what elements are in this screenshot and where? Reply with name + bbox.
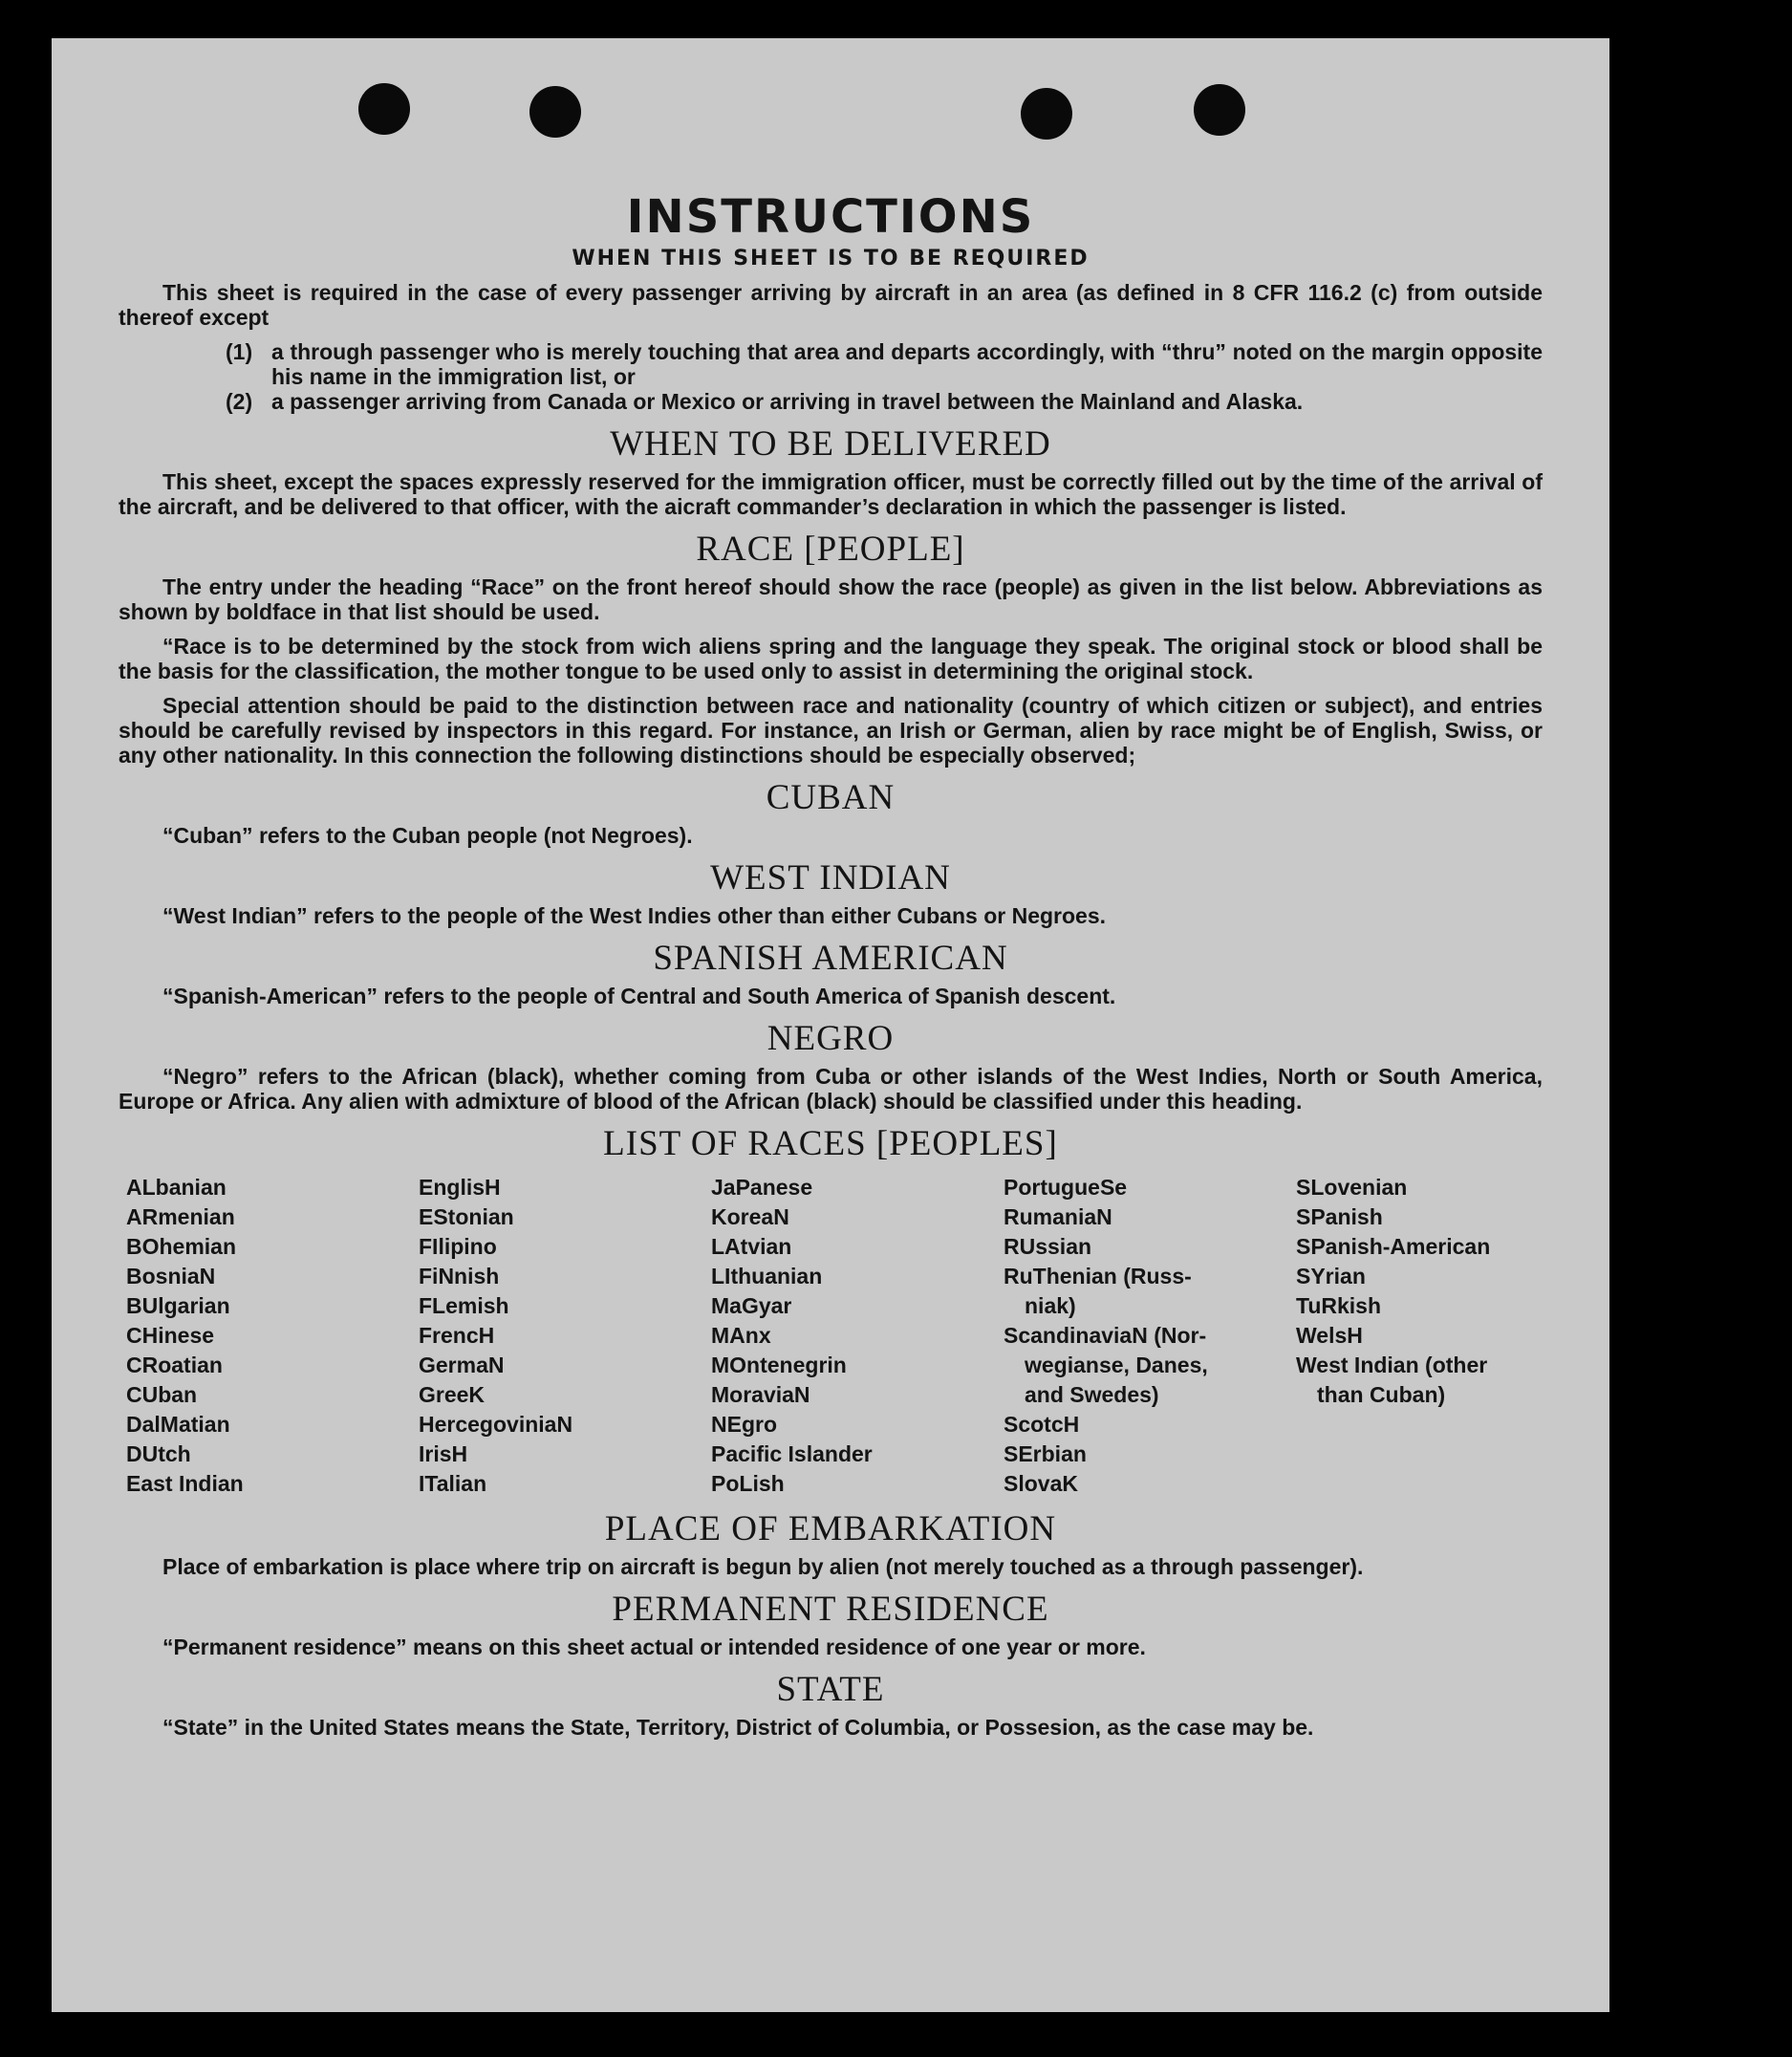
required-intro: This sheet is required in the case of every passenger arriving by aircraft in an area (as defined in 8 CFR 116.2 (c) from outside thereof except	[119, 280, 1543, 330]
race-entry: EnglisH	[419, 1175, 501, 1200]
section-heading-delivered: WHEN TO BE DELIVERED	[610, 424, 1051, 464]
race-entry: GreeK	[419, 1382, 486, 1407]
race-entry: GermaN	[419, 1353, 505, 1377]
race-entry: ITalian	[419, 1471, 487, 1496]
race-entry: SlovaK	[1004, 1471, 1078, 1496]
punch-hole	[529, 86, 581, 138]
race-entry: MaGyar	[711, 1293, 792, 1318]
document-sheet	[52, 38, 1609, 2012]
race-entry: RUssian	[1004, 1234, 1092, 1259]
race-paragraph-2: “Race is to be determined by the stock from wich aliens spring and the language they speak. The original stock or blood shall be the basis for the classification, the mother tongue to be used only to assist in determining the original stock.	[119, 634, 1543, 683]
race-entry: West Indian (other	[1296, 1353, 1488, 1377]
exceptions-list	[119, 339, 1543, 414]
race-entry: MAnx	[711, 1323, 771, 1348]
races-column	[711, 1173, 1004, 1499]
section-heading-embarkation: PLACE OF EMBARKATION	[604, 1509, 1057, 1548]
race-entry: ScandinaviaN (Nor-	[1004, 1323, 1207, 1348]
section-heading-state: STATE	[776, 1670, 885, 1709]
race-entry: RuThenian (Russ-	[1004, 1264, 1192, 1288]
exception-item	[119, 339, 1543, 389]
spanish-american-text: “Spanish-American” refers to the people of Central and South America of Spanish descent.	[162, 984, 1116, 1008]
race-entry: EStonian	[419, 1204, 514, 1229]
race-entry: FiNnish	[419, 1264, 500, 1288]
race-entry: SPanish-American	[1296, 1234, 1491, 1259]
race-entry: CUban	[126, 1382, 198, 1407]
race-entry: than Cuban)	[1317, 1382, 1446, 1407]
race-entry: East Indian	[126, 1471, 244, 1496]
race-entry: WelsH	[1296, 1323, 1363, 1348]
races-grid	[126, 1173, 1543, 1499]
state-text: “State” in the United States means the State, Territory, District of Columbia, or Possesion, as the case may be.	[162, 1715, 1314, 1740]
race-entry: Pacific Islander	[711, 1441, 873, 1466]
race-entry: MoraviaN	[711, 1382, 810, 1407]
races-column	[419, 1173, 711, 1499]
race-entry: FLemish	[419, 1293, 509, 1318]
cuban-text: “Cuban” refers to the Cuban people (not Negroes).	[162, 823, 693, 848]
embarkation-text: Place of embarkation is place where trip on aircraft is begun by alien (not merely touched as a through passenger).	[162, 1554, 1364, 1579]
page-title: INSTRUCTIONS	[626, 190, 1035, 244]
residence-text: “Permanent residence” means on this sheet actual or intended residence of one year or more.	[162, 1635, 1146, 1659]
race-entry: FIlipino	[419, 1234, 497, 1259]
race-entry: NEgro	[711, 1412, 777, 1437]
race-entry: CHinese	[126, 1323, 215, 1348]
west-indian-text: “West Indian” refers to the people of the West Indies other than either Cubans or Negroes.	[162, 903, 1107, 928]
section-heading-cuban: CUBAN	[766, 778, 896, 817]
race-entry: MOntenegrin	[711, 1353, 847, 1377]
section-heading-west-indian: WEST INDIAN	[710, 858, 951, 898]
exception-number: (1)	[226, 339, 253, 364]
race-entry: HercegoviniaN	[419, 1412, 573, 1437]
race-entry: RumaniaN	[1004, 1204, 1112, 1229]
races-column	[126, 1173, 419, 1499]
section-heading-residence: PERMANENT RESIDENCE	[612, 1590, 1049, 1629]
exception-text: a passenger arriving from Canada or Mexico or arriving in travel between the Mainland and Alaska.	[271, 389, 1304, 414]
race-entry: SPanish	[1296, 1204, 1383, 1229]
race-entry: LAtvian	[711, 1234, 792, 1259]
punch-hole	[1021, 88, 1072, 140]
race-entry: KoreaN	[711, 1204, 789, 1229]
negro-text: “Negro” refers to the African (black), whether coming from Cuba or other islands of the West Indies, North or South America, Europe or Africa. Any alien with admixture of blood of the African (black) should be classified under this heading.	[119, 1064, 1543, 1114]
exception-number: (2)	[226, 389, 253, 414]
race-entry: PoLish	[711, 1471, 785, 1496]
race-entry: LIthuanian	[711, 1264, 823, 1288]
page-subtitle: WHEN THIS SHEET IS TO BE REQUIRED	[572, 247, 1090, 271]
race-entry: ARmenian	[126, 1204, 235, 1229]
races-column	[1004, 1173, 1296, 1499]
race-entry: FrencH	[419, 1323, 495, 1348]
race-entry: TuRkish	[1296, 1293, 1382, 1318]
race-entry: and Swedes)	[1025, 1382, 1159, 1407]
instructions-content	[119, 153, 1543, 1749]
punch-hole	[1194, 84, 1245, 136]
race-entry: PortugueSe	[1004, 1175, 1128, 1200]
section-heading-spanish-american: SPANISH AMERICAN	[653, 939, 1008, 978]
exception-text: a through passenger who is merely touching that area and departs accordingly, with “thru” noted on the margin opposite his name in the immigration list, or	[271, 339, 1543, 389]
race-entry: SYrian	[1296, 1264, 1366, 1288]
race-entry: BosniaN	[126, 1264, 216, 1288]
race-entry: JaPanese	[711, 1175, 813, 1200]
race-entry: DUtch	[126, 1441, 191, 1466]
race-entry: BOhemian	[126, 1234, 237, 1259]
delivered-text: This sheet, except the spaces expressly reserved for the immigration officer, must be correctly filled out by the time of the arrival of the aircraft, and be delivered to that officer, with the aicraft commander’s declaration in which the passenger is listed.	[119, 469, 1543, 519]
race-entry: SErbian	[1004, 1441, 1087, 1466]
race-entry: BUlgarian	[126, 1293, 230, 1318]
race-entry: wegianse, Danes,	[1025, 1353, 1208, 1377]
race-paragraph-1: The entry under the heading “Race” on the front hereof should show the race (people) as given in the list below. Abbreviations as shown by boldface in that list should be used.	[119, 574, 1543, 624]
punch-hole	[358, 83, 410, 135]
races-column	[1296, 1173, 1588, 1499]
race-entry: DalMatian	[126, 1412, 230, 1437]
race-entry: ScotcH	[1004, 1412, 1080, 1437]
race-entry: niak)	[1025, 1293, 1076, 1318]
section-heading-race: RACE [PEOPLE]	[696, 530, 965, 569]
race-paragraph-3: Special attention should be paid to the distinction between race and nationality (country of which citizen or subject), and entries should be carefully revised by inspectors in this regard. For instance, an Irish or German, alien by race might be of English, Swiss, or any other nationality. In this connection the following distinctions should be especially observed;	[119, 693, 1543, 768]
race-entry: IrisH	[419, 1441, 468, 1466]
section-heading-races-list: LIST OF RACES [PEOPLES]	[603, 1124, 1058, 1163]
race-entry: ALbanian	[126, 1175, 227, 1200]
section-heading-negro: NEGRO	[766, 1019, 895, 1058]
exception-item	[119, 389, 1543, 414]
race-entry: SLovenian	[1296, 1175, 1408, 1200]
race-entry: CRoatian	[126, 1353, 223, 1377]
